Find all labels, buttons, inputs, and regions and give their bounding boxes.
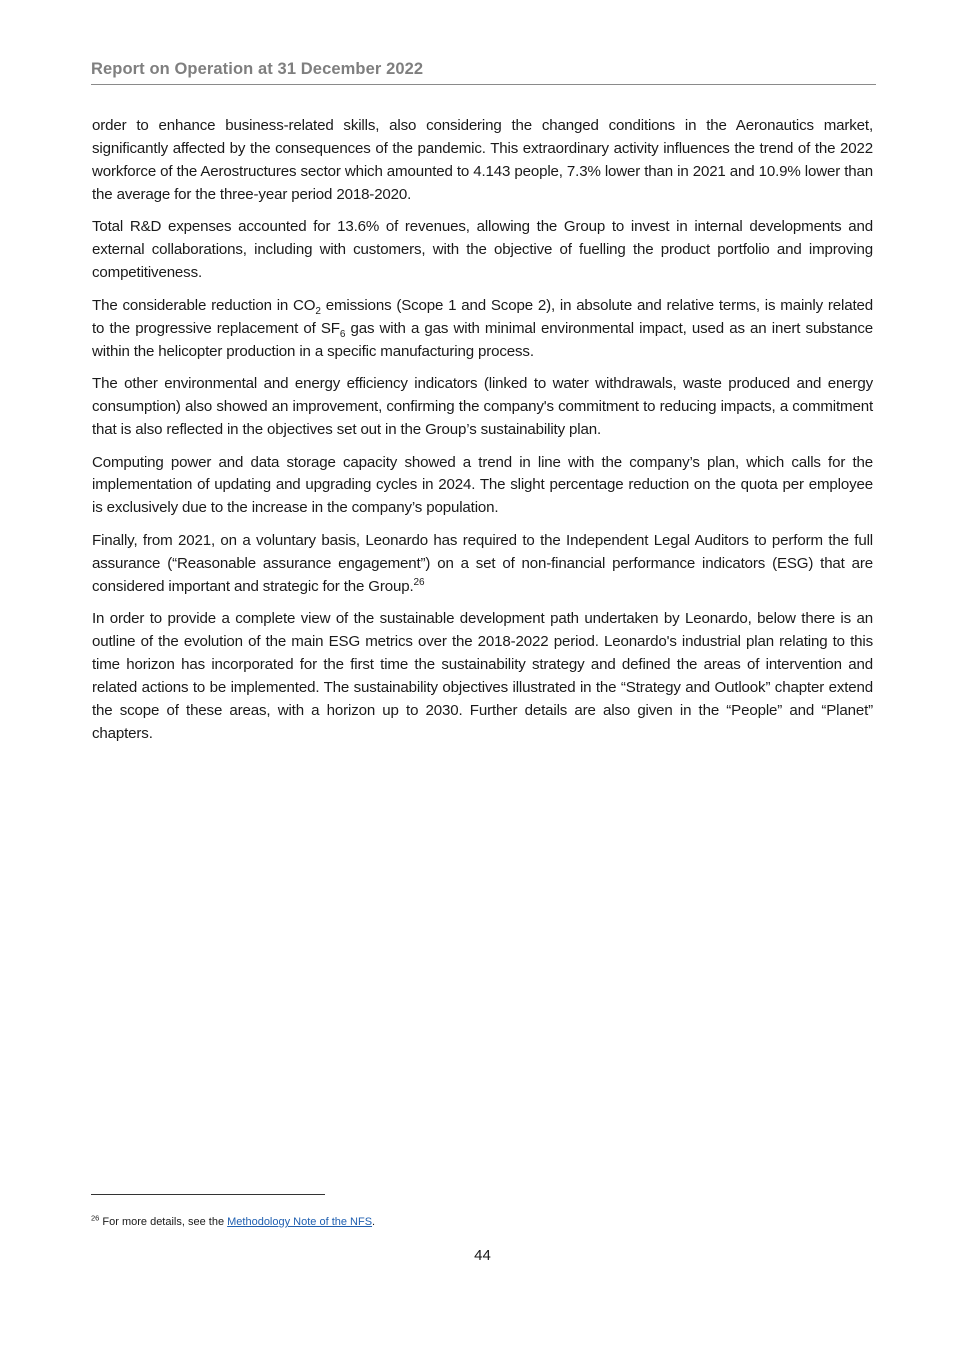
- co2-text-middle: emissions (Scope 1 and Scope 2), in absolute and relative terms, is mainly related to the progressive replacement of SF: [92, 296, 873, 337]
- footnote-text: For more details, see the: [99, 1216, 228, 1228]
- footnote-number: 26: [91, 1213, 100, 1223]
- sf6-subscript: 6: [339, 328, 346, 340]
- assurance-text: Finally, from 2021, on a voluntary basis, Leonardo has required to the Independent Legal Auditors to perform the full assurance (“Reasonable assurance engagement”) on a set of non-financial performance indicators (ESG) that are considered important and strategic for the Group.: [92, 531, 873, 595]
- report-title: Report on Operation at 31 December 2022: [91, 60, 424, 78]
- footnote-end: .: [372, 1216, 376, 1228]
- report-body: [92, 115, 873, 755]
- page-number: 44: [474, 1247, 491, 1264]
- paragraph-computing-power: Computing power and data storage capacity showed a trend in line with the company’s plan, which calls for the implementation of updating and upgrading cycles in 2024. The slight percentage reduction on the quota per employee is exclusively due to the increase in the company’s population.: [92, 453, 873, 517]
- paragraph-assurance: [92, 530, 873, 599]
- paragraph-esg-metrics: In order to provide a complete view of the sustainable development path undertaken by Leonardo, below there is an outline of the evolution of the main ESG metrics over the 2018-2022 period. Leonardo's industrial plan relating to this time horizon has incorporated for the first time the sustainability strategy and defined the areas of intervention and related actions to be implemented. The sustainability objectives illustrated in the “Strategy and Outlook” chapter extend the scope of these areas, with a horizon up to 2030. Further details are also given in the “People” and “Planet” chapters.: [92, 610, 873, 742]
- footnote-divider: [91, 1194, 325, 1195]
- co2-text-end: gas with a gas with minimal environmental impact, used as an inert substance within the helicopter production in a specific manufacturing process.: [92, 319, 874, 360]
- footnote-reference[interactable]: 26: [413, 576, 425, 588]
- paragraph-rd-expenses: Total R&D expenses accounted for 13.6% of revenues, allowing the Group to invest in internal developments and external collaborations, including with customers, with the objective of fuelling the product portfolio and improving competitiveness.: [92, 218, 873, 282]
- page-header: [91, 58, 876, 85]
- paragraph-environmental-indicators: The other environmental and energy efficiency indicators (linked to water withdrawals, waste produced and energy consumption) also showed an improvement, confirming the company's commitment to reducing impacts, a commitment that is also reflected in the objectives set out in the Group’s sustainability plan.: [92, 375, 873, 438]
- paragraph-co2-emissions: [92, 295, 873, 364]
- paragraph-workforce: order to enhance business-related skills, also considering the changed conditions in the Aeronautics market, significantly affected by the consequences of the pandemic. This extraordinary activity influences the trend of the 2022 workforce of the Aerostructures sector which amounted to 4.143 people, 7.3% lower than in 2021 and 10.9% lower than the average for the three-year period 2018-2020.: [92, 117, 873, 203]
- methodology-note-link[interactable]: Methodology Note of the NFS: [227, 1216, 373, 1228]
- footnote: [91, 1214, 375, 1230]
- co2-text-start: The considerable reduction in CO: [92, 296, 316, 314]
- co2-subscript: 2: [315, 305, 321, 317]
